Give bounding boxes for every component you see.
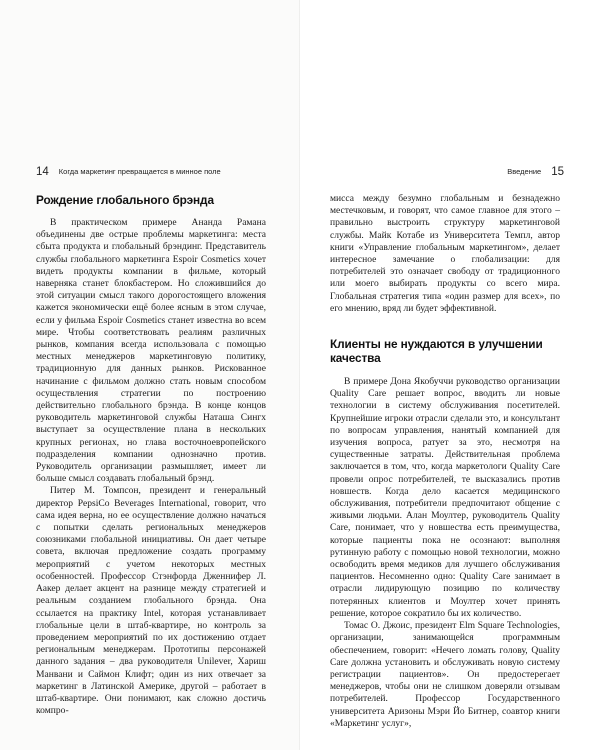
section-heading: Клиенты не нуждаются в улучшении качества: [330, 337, 543, 366]
paragraph: Томас О. Джоис, президент Elm Square Technologies, организации, занимающейся программным обеспечением, говорит: «Нечего ломать голову, Quality Care должна установить и обслуживать новую систему регистрации пациентов». Он предостерегает менеджеров, чтобы они не слишком доверяли отзывам потребителей. Профессор Государственного университета Аризоны Мэри Йо Битнер, соавтор книги «Маркетинг услуг»,: [330, 620, 560, 729]
page-number: 14: [36, 166, 49, 179]
page-number: 15: [551, 166, 564, 179]
left-running-head: [36, 165, 221, 179]
right-running-head: [507, 165, 564, 179]
running-head-title: Когда маркетинг превращается в минное поле: [58, 167, 221, 177]
section-heading: Рождение глобального брэнда: [36, 193, 214, 207]
left-body: [36, 193, 266, 717]
running-head-title: Введение: [507, 167, 542, 177]
right-page: [300, 0, 600, 750]
continued-paragraph: мисса между безумно глобальным и безнадежно местечковым, и говорят, что самое главное для этого – правильно выстроить структуру маркетинговой службы. Майк Котабе из Университета Темпл, автор книги «Управление глобальным маркетингом», делает интересное замечание о глобализации: для потребителей это означает свободу от традиционного или моего выбирать продукты со всего мира. Глобальная стратегия типа «один размер для всех», по его мнению, вряд ли будет эффективной.: [330, 193, 560, 314]
paragraph: В примере Дона Якобуччи руководство организации Quality Care решает вопрос, вводить ли новые технологии в систему обслуживания посетителей. Крупнейшие игроки отрасли сделали это, и консультант по вопросам управления, нанятый компанией для изучения вопроса, ратует за это, несмотря на существенные затраты. Действительная проблема заключается в том, что, когда маркетологи Quality Care провели опрос потребителей, те высказались против новшеств. Когда дело касается медицинского обслуживания, потребители предпочитают общение с живыми людьми. Алан Моултер, руководитель Quality Care, понимает, что у новшества есть преимущества, которые пациенты пока не осознают: выполняя рутинную работу с помощью новой технологии, можно освободить время медиков для лучшего обслуживания пациентов. Несомненно одно: Quality Care занимает в отрасли лидирующую позицию по количеству потерянных клиентов и Моултер хочет принять решение, которое сократило бы их количество.: [330, 376, 560, 619]
right-body: [330, 193, 560, 730]
paragraph: В практическом примере Ананда Рамана объединены две острые проблемы маркетинга: места сбыта продукта и глобальный брэндинг. Представитель службы глобального маркетинга Espoir Cosmetics хочет видеть продукты компании в фильме, который наверняка станет блокбастером. Но сложившийся до этой ситуации смысл такого дорогостоящего вложения кажется экономически ещё более ясным в этом случае, если у фильма Espoir Cosmetics станет известна во всем мире. Чтобы соответствовать реалиям различных рынков, компания всегда использовала с помощью местных менеджеров маркетинговую политику, традиционную для данных рынков. Рискованное начинание с фильмом должно стать новым способом осуществления стратегии по построению действительно глобального брэнда. В конце концов руководитель маркетинговой службы Наташа Сингх выступает за осуществление плана в нескольких крупных регионах, но глава восточноевропейского подразделения компании однозначно против. Руководитель организации размышляет, имеет ли больше смысл создавать глобальный брэнд.: [36, 217, 266, 485]
paragraph: Питер М. Томпсон, президент и генеральный директор PepsiCo Beverages International, говорит, что сама идея верна, но ее осуществление должно начаться с попытки сделать региональных менеджеров союзниками глобальной инициативы. Он дает четыре совета, включая предложение создать программу мероприятий с учетом некоторых местных особенностей. Профессор Стэнфорда Дженнифер Л. Аакер делает акцент на разнице между стратегией и реальным созданием глобального брэнда. Она ссылается на практику Intel, которая устанавливает глобальные цели в штаб-квартире, но контроль за проведением мероприятий по их достижению отдает региональным менеджерам. Прототипы персонажей данного задания – два руководителя Unilever, Хариш Манвани и Саймон Клифт; один из них отвечает за маркетинг в Латинской Америке, другой – работает в штаб-квартире. Они понимают, как сложно достичь компро-: [36, 485, 266, 717]
